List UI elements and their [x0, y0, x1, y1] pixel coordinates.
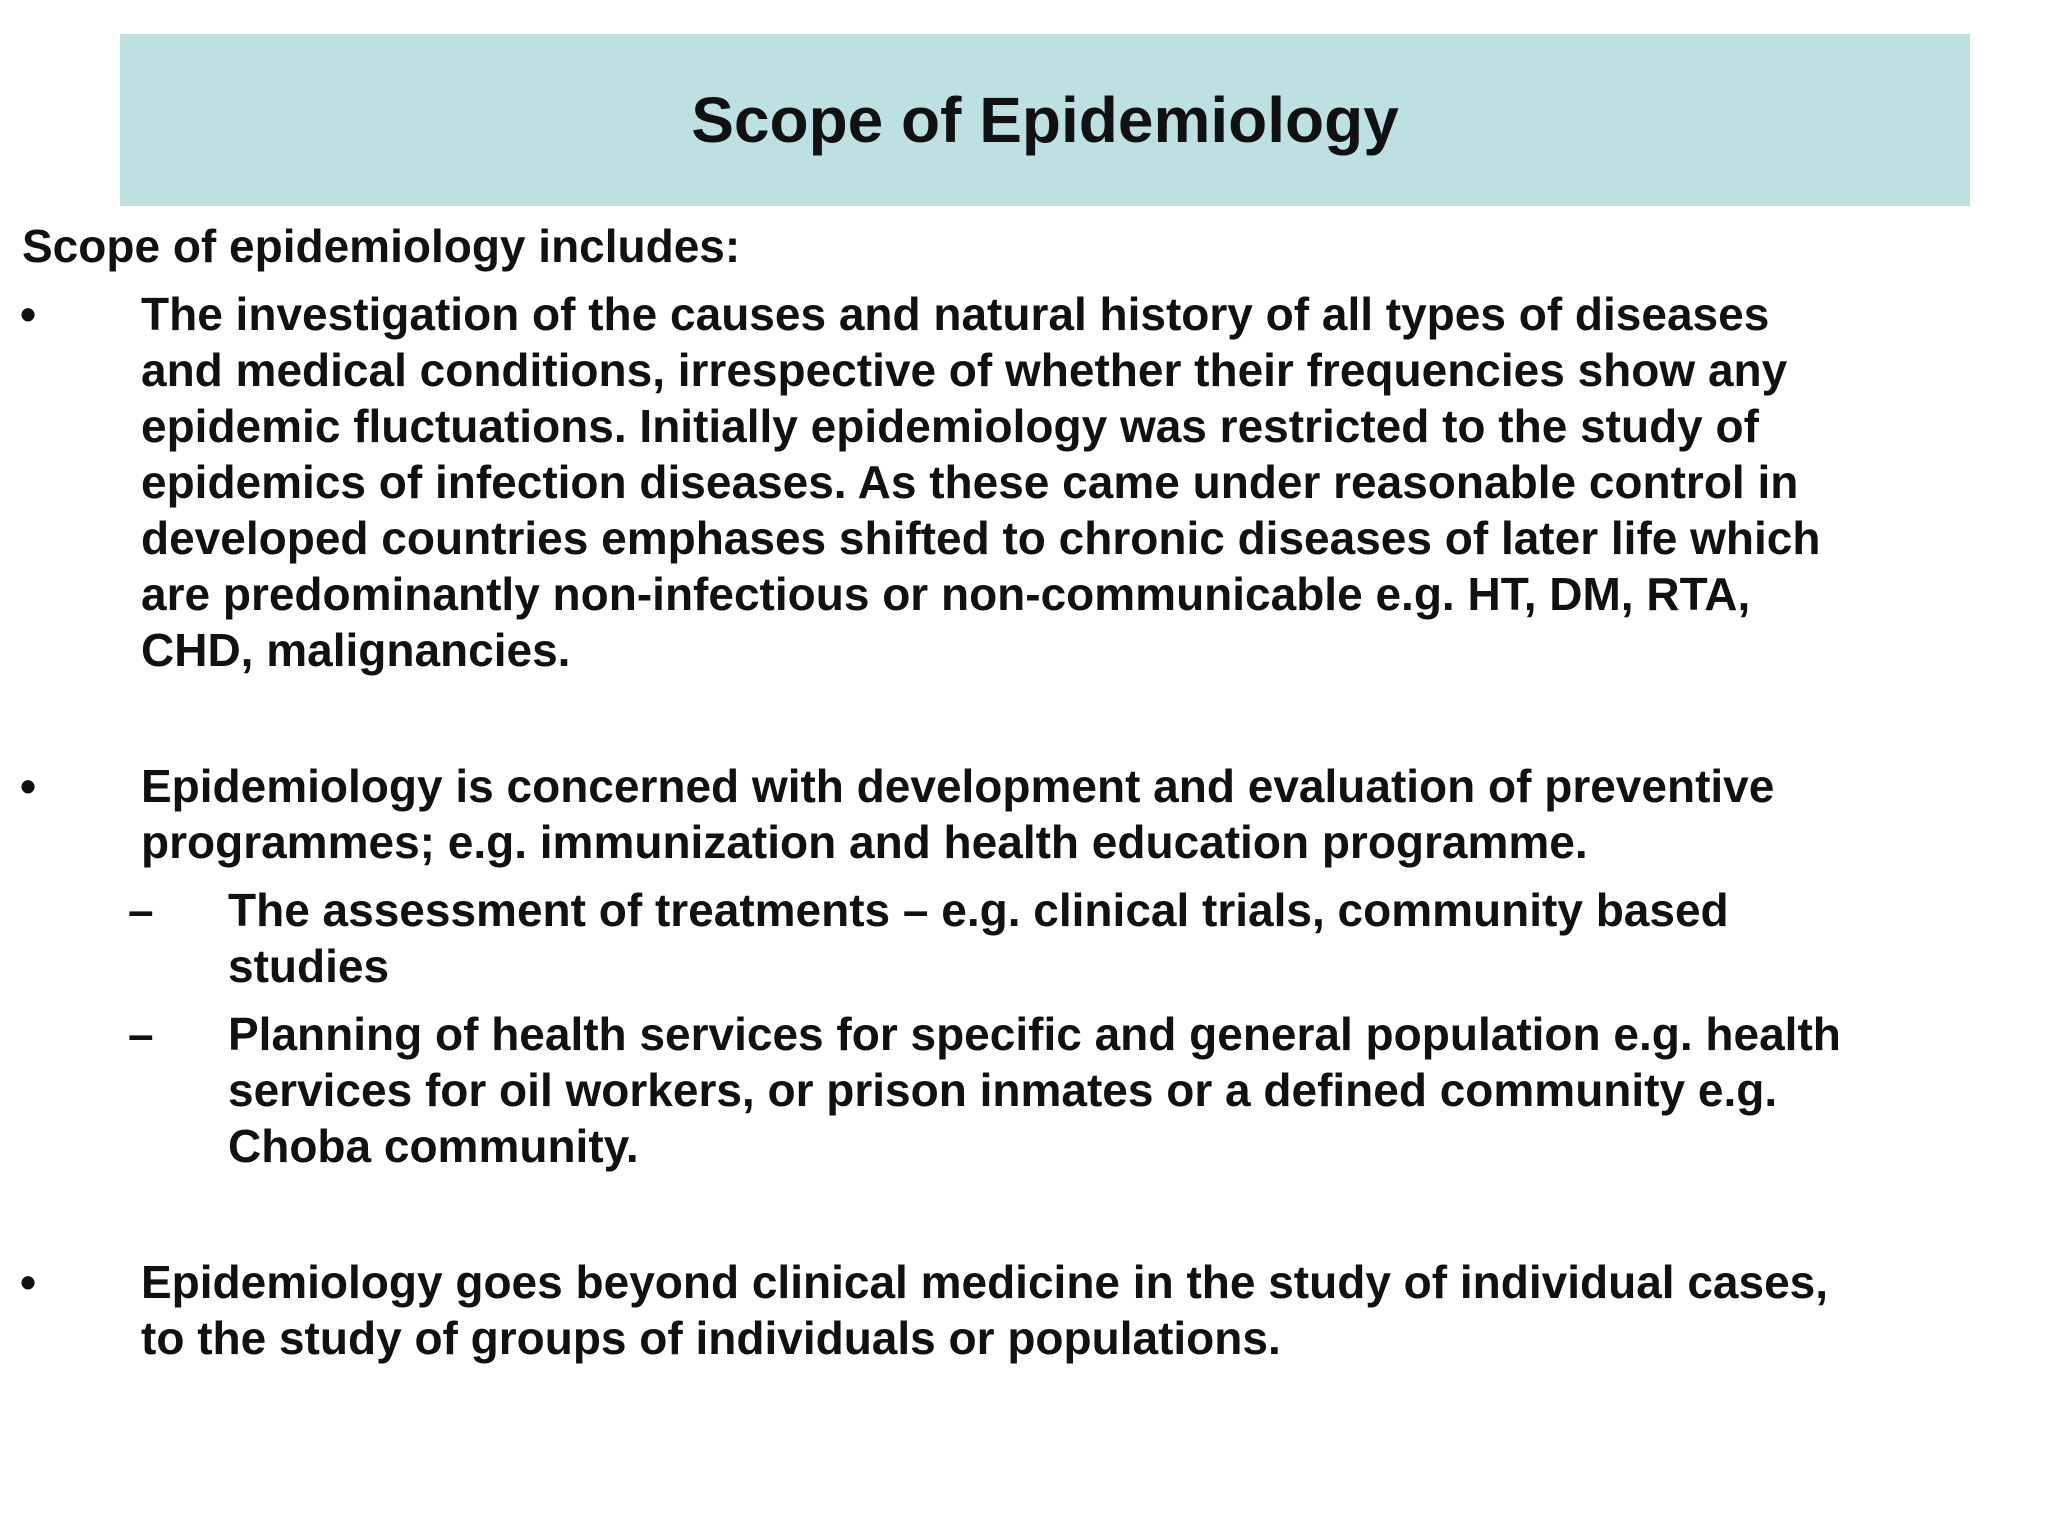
dash-icon: – — [128, 884, 154, 936]
sub-item-text: The assessment of treatments – e.g. clinical trials, community based studies — [228, 884, 1729, 992]
bullet-dot-icon: • — [20, 760, 37, 812]
sub-item-text: Planning of health services for specific and general population e.g. health services for oil workers, or prison inmates or a defined community e.g. Choba community. — [228, 1008, 1841, 1172]
bullet-dot-icon: • — [20, 288, 37, 340]
bullet-text: The investigation of the causes and natural history of all types of diseases and medical conditions, irrespective of whether their frequencies show any epidemic fluctuations. Initially epidemiology was restricted to the study of epidemics of infection diseases. As these came under reasonable control in developed countries emphases shifted to chronic diseases of later life which are predominantly non-infectious or non-communicable e.g. HT, DM, RTA, CHD, malignancies. — [141, 288, 1821, 676]
dash-icon: – — [128, 1008, 154, 1060]
bullet-text: Epidemiology goes beyond clinical medicine in the study of individual cases, to the study of groups of individuals or populations. — [141, 1256, 1829, 1364]
bullet-dot-icon: • — [20, 1256, 37, 1308]
bullet-text: Epidemiology is concerned with development and evaluation of preventive programmes; e.g. immunization and health education programme. — [141, 760, 1775, 868]
slide-title: Scope of Epidemiology — [691, 84, 1399, 156]
intro-text: Scope of epidemiology includes: — [22, 220, 741, 272]
